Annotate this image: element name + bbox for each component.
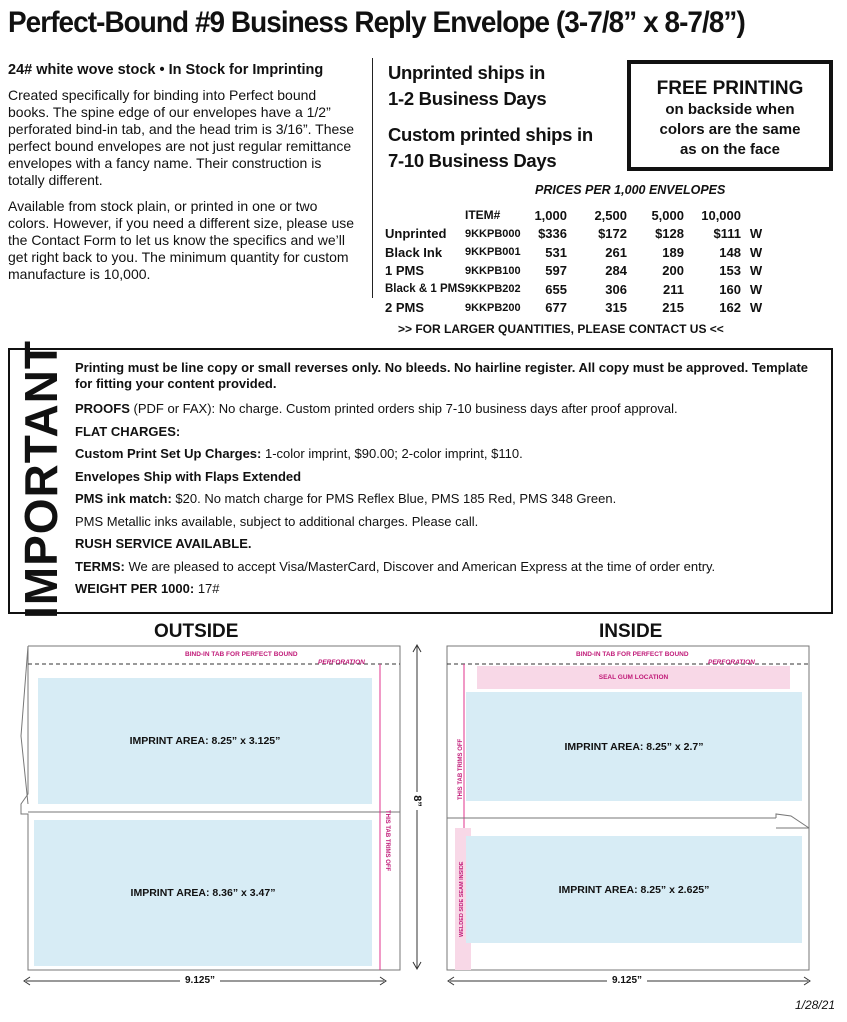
outside-label: OUTSIDE <box>154 621 239 642</box>
print-rules: Printing must be line copy or small reverses only. No bleeds. No hairline register. All copy must be approved. Template for fitting your content provided. <box>75 360 809 391</box>
price-table <box>385 206 771 317</box>
free-printing-box <box>627 60 833 171</box>
larger-quantities-note: >> FOR LARGER QUANTITIES, PLEASE CONTACT US << <box>398 322 724 336</box>
inside-label: INSIDE <box>599 621 663 642</box>
row-label: Black Ink <box>385 244 443 260</box>
row-price-10000: 153 <box>719 263 741 279</box>
terms-text: We are pleased to accept Visa/MasterCard, Discover and American Express at the time of order entry. <box>124 558 716 574</box>
revision-date: 1/28/21 <box>794 998 835 1012</box>
header-qty-1000: 1,000 <box>534 207 567 223</box>
prices-title: PRICES PER 1,000 ENVELOPES <box>535 183 726 197</box>
row-price-10000: 160 <box>719 281 741 297</box>
inside-bind-tab-label: BIND-IN TAB FOR PERFECT BOUND <box>576 651 689 658</box>
row-price-2500: 306 <box>605 281 627 297</box>
row-label: Black & 1 PMS <box>385 283 465 296</box>
custom-shipping-line2: 7-10 Business Days <box>388 150 557 171</box>
inside-imprint-area-1: IMPRINT AREA: 8.25” x 2.7” <box>466 692 802 801</box>
weight-label: WEIGHT PER 1000: <box>75 581 195 596</box>
row-item: 9KKPB000 <box>465 227 521 240</box>
column-divider <box>372 58 373 298</box>
intro-subtitle: 24# white wove stock • In Stock for Imprinting <box>8 62 324 78</box>
free-printing-line2: colors are the same <box>659 121 801 138</box>
row-price-10000: 162 <box>719 300 741 316</box>
row-item: 9KKPB202 <box>465 283 521 296</box>
row-price-2500: 284 <box>605 263 627 279</box>
inside-width-label: 9.125” <box>607 975 647 986</box>
row-w: W <box>749 244 763 260</box>
price-row <box>385 225 771 244</box>
proofs-label: PROOFS <box>75 401 130 416</box>
row-price-5000: 189 <box>662 244 684 260</box>
pms-label: PMS ink match: <box>75 491 172 506</box>
rush-note: RUSH SERVICE AVAILABLE. <box>75 536 252 551</box>
row-w: W <box>749 226 763 242</box>
setup-text: 1-color imprint, $90.00; 2-color imprint, $110. <box>261 446 523 461</box>
row-label: Unprinted <box>385 226 447 242</box>
height-label: 8” <box>411 792 423 810</box>
flaps-note: Envelopes Ship with Flaps Extended <box>75 468 302 484</box>
free-printing-line3: as on the face <box>679 141 781 158</box>
important-box <box>8 339 833 619</box>
row-price-1000: 655 <box>545 281 567 297</box>
row-w: W <box>749 281 763 297</box>
row-price-5000: 200 <box>662 263 684 279</box>
intro-paragraph-1: Created specifically for binding into Perfect bound books. The spine edge of our envelopes have a 1/2” perforated bind-in tab, and the head trim is 3/16”. These perfect bound envelopes are not just regular remittance envelopes with a fancy name. Their construction is totally different. <box>8 87 355 188</box>
row-price-2500: 315 <box>605 300 627 316</box>
seal-gum-label: SEAL GUM LOCATION <box>598 674 669 681</box>
outside-bind-tab-label: BIND-IN TAB FOR PERFECT BOUND <box>185 651 298 658</box>
header-item: ITEM# <box>465 208 501 223</box>
header-qty-5000: 5,000 <box>651 207 684 223</box>
row-item: 9KKPB100 <box>465 264 521 277</box>
terms-label: TERMS: <box>75 558 125 574</box>
row-label: 1 PMS <box>385 263 425 279</box>
row-w: W <box>749 300 763 316</box>
weight-text: 17# <box>194 581 220 596</box>
flat-charges: FLAT CHARGES: <box>75 423 181 439</box>
row-price-1000: $336 <box>538 226 567 242</box>
row-price-1000: 597 <box>545 263 567 279</box>
proofs-text: (PDF or FAX): No charge. Custom printed orders ship 7-10 business days after proof approval. <box>129 401 678 416</box>
row-price-10000: 148 <box>719 244 741 260</box>
important-heading: IMPORTANT <box>15 339 67 619</box>
row-price-2500: 261 <box>605 244 627 260</box>
pms-text: $20. No match charge for PMS Reflex Blue, PMS 185 Red, PMS 348 Green. <box>171 491 617 506</box>
outside-imprint-area-2: IMPRINT AREA: 8.36” x 3.47” <box>34 820 372 966</box>
price-row <box>385 243 771 262</box>
outside-imprint-area-1: IMPRINT AREA: 8.25” x 3.125” <box>38 678 372 804</box>
unprinted-shipping-line2: 1-2 Business Days <box>388 88 547 109</box>
row-label: 2 PMS <box>385 300 425 316</box>
unprinted-shipping-line1: Unprinted ships in <box>388 62 545 83</box>
row-w: W <box>749 263 763 279</box>
setup-label: Custom Print Set Up Charges: <box>75 446 262 461</box>
price-row <box>385 299 771 318</box>
custom-shipping-line1: Custom printed ships in <box>388 124 593 145</box>
outside-tab-trims-label: THIS TAB TRIMS OFF <box>384 810 390 872</box>
header-qty-10000: 10,000 <box>701 207 741 223</box>
seal-gum-area <box>477 666 790 689</box>
header-qty-2500: 2,500 <box>594 207 627 223</box>
price-row <box>385 280 771 299</box>
metallic-note: PMS Metallic inks available, subject to additional charges. Please call. <box>75 513 479 529</box>
unprinted-shipping <box>388 60 546 112</box>
row-price-10000: $111 <box>713 226 741 242</box>
free-printing-line1: on backside when <box>665 101 795 118</box>
row-price-5000: 215 <box>662 300 684 316</box>
intro-section <box>8 62 360 292</box>
row-item: 9KKPB001 <box>465 246 521 259</box>
row-price-5000: 211 <box>663 281 684 297</box>
row-price-5000: $128 <box>655 226 684 242</box>
row-price-1000: 531 <box>545 244 567 260</box>
row-item: 9KKPB200 <box>465 301 521 314</box>
price-header-row <box>385 206 771 225</box>
inside-perforation-label: PERFORATION <box>708 659 755 666</box>
inside-tab-trims-label: THIS TAB TRIMS OFF <box>458 738 464 800</box>
row-price-2500: $172 <box>598 226 627 242</box>
custom-shipping <box>388 122 593 174</box>
page-title: Perfect-Bound #9 Business Reply Envelope (3-7/8” x 8-7/8”) <box>8 6 745 39</box>
important-lines <box>75 360 825 604</box>
welded-seam-label: WELDED SIDE SEAM INSIDE <box>459 861 465 937</box>
row-price-1000: 677 <box>545 300 567 316</box>
outside-width-label: 9.125” <box>180 975 220 986</box>
intro-paragraph-2: Available from stock plain, or printed in one or two colors. However, if you need a different size, please use the Contact Form to let us know the specifics and we’ll get right back to you. The minimum quantity for custom manufacture is 10,000. <box>8 198 355 282</box>
outside-perforation-label: PERFORATION <box>318 659 365 666</box>
free-printing-title: FREE PRINTING <box>656 78 804 99</box>
price-row <box>385 262 771 281</box>
inside-imprint-area-2: IMPRINT AREA: 8.25” x 2.625” <box>466 836 802 943</box>
